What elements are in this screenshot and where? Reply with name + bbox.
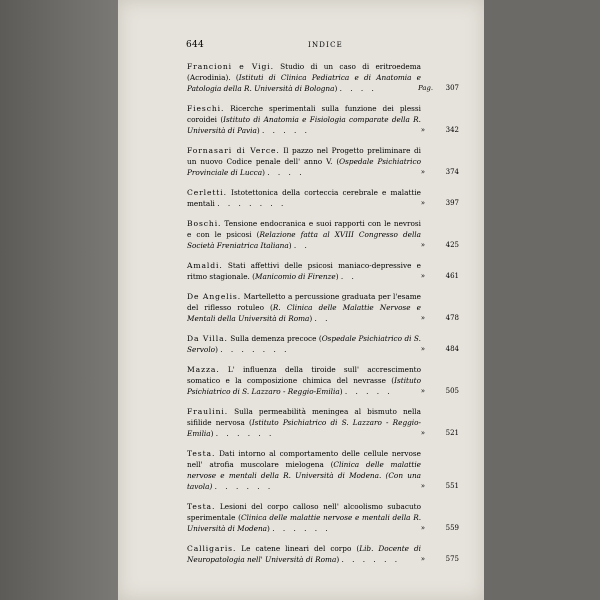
entry-author: Boschi. — [187, 219, 222, 228]
entry-author: Francioni e Vigi. — [187, 62, 274, 71]
entry-source: Ospedale Psichiatrico di S. Servolo — [187, 334, 421, 354]
entry-title: Lesioni del corpo calloso nell' alcoolismo subacuto sperimentale ( — [187, 502, 421, 522]
entry-page-prefix: » — [420, 429, 425, 437]
entry-source: Istituto di Anatomia e Fisiologia comparate della R. Università di Pavia — [187, 115, 421, 135]
entry-author: Calligaris. — [187, 544, 237, 553]
entry-author: Amaldi. — [187, 261, 223, 270]
entry-title: Il pazzo nel Progetto preliminare di un nuovo Codice penale dell' anno V. ( — [187, 146, 421, 166]
entry-title: Stati affettivi delle psicosi maniaco-depressive e ritmo stagionale. ( — [187, 261, 421, 281]
index-entry: Francioni e Vigi. Studio di un caso di eritroedema (Acrodinia). (Istituti di Clinica Pediatrica e di Anatomia e Patologia della R. Università di Bologna) . . . . Pag. 307 — [187, 62, 459, 93]
entry-page: 559 — [445, 524, 459, 532]
entry-page: 397 — [445, 199, 459, 207]
entry-source: Istituto Psichiatrico di S. Lazzaro - Reggio-Emilia — [187, 418, 421, 438]
entry-author: Fieschi. — [187, 104, 225, 113]
entry-author: Mazza. — [187, 365, 220, 374]
entry-author: De Angelis. — [187, 292, 242, 301]
entry-title: L' influenza della tiroide sull' accrescimento somatico e la composizione chimica del nevrasse ( — [187, 365, 421, 385]
scan-background — [0, 0, 118, 600]
entry-title: Studio di un caso di eritroedema (Acrodinia). ( — [187, 62, 421, 82]
index-entry: Cerletti. Istotettonica della corteccia cerebrale e malattie mentali . . . . . . . » 397 — [187, 188, 459, 208]
entry-page-prefix: » — [420, 241, 425, 249]
entry-title: Ricerche sperimentali sulla funzione dei plessi coroidei ( — [187, 104, 421, 124]
entry-title: Sulla demenza precoce ( — [227, 334, 322, 343]
index-entry: Da Villa. Sulla demenza precoce (Ospedale Psichiatrico di S. Servolo) . . . . . . . » 484 — [187, 334, 459, 354]
entry-title: Martelletto a percussione graduata per l'esame del riflesso rotuleo ( — [187, 292, 421, 312]
index-entry: Amaldi. Stati affettivi delle psicosi maniaco-depressive e ritmo stagionale. (Manicomio di Firenze) . . » 461 — [187, 261, 459, 281]
entry-title: Istotettonica della corteccia cerebrale e malattie mentali — [187, 188, 421, 208]
entry-page: 307 — [445, 84, 459, 92]
entry-page-prefix: » — [420, 314, 425, 322]
entry-title: Le catene lineari del corpo ( — [236, 544, 360, 553]
entry-page: 478 — [445, 314, 459, 322]
entry-page-prefix: » — [420, 524, 425, 532]
entry-page-prefix: » — [420, 272, 425, 280]
entry-page: 374 — [445, 168, 459, 176]
entry-page: 484 — [445, 345, 459, 353]
entry-source: Istituti di Clinica Pediatrica e di Anatomia e Patologia della R. Università di Bologna — [187, 73, 421, 93]
entry-author: Fornasari di Verce. — [187, 146, 280, 155]
entry-author: Testa. — [187, 502, 216, 511]
index-entry: Boschi. Tensione endocranica e suoi rapporti con le nevrosi e con le psicosi (Relazione fatta al XVIII Congresso della Società Freniatrica Italiana) . . » 425 — [187, 219, 459, 250]
entry-page-prefix: » — [420, 387, 425, 395]
entry-page-prefix: » — [420, 555, 425, 563]
index-entry: Testa. Lesioni del corpo calloso nell' alcoolismo subacuto sperimentale (Clinica delle malattie nervose e mentali della R. Università di Modena) . . . . . . » 559 — [187, 502, 459, 533]
entry-author: Fraulini. — [187, 407, 229, 416]
index-entry: De Angelis. Martelletto a percussione graduata per l'esame del riflesso rotuleo (R. Clinica delle Malattie Nervose e Mentali della Università di Roma) . . » 478 — [187, 292, 459, 323]
entry-page-prefix: » — [420, 168, 425, 176]
index-entry: Fieschi. Ricerche sperimentali sulla funzione dei plessi coroidei (Istituto di Anatomia e Fisiologia comparate della R. Università di Pavia) . . . . . » 342 — [187, 104, 459, 135]
entry-page: 505 — [445, 387, 459, 395]
entry-page: 575 — [445, 555, 459, 563]
running-title: INDICE — [308, 41, 343, 49]
entry-title: Dati intorno al comportamento delle cellule nervose nell' atrofia muscolare mielogena ( — [187, 449, 421, 469]
entry-author: Da Villa. — [187, 334, 228, 343]
entry-page-prefix: » — [420, 126, 425, 134]
index-entries — [187, 61, 459, 574]
entry-page: 425 — [445, 241, 459, 249]
index-entry: Testa. Dati intorno al comportamento delle cellule nervose nell' atrofia muscolare mielogena (Clinica delle malattie nervose e mentali della R. Università di Modena. (Con una tavola) . . . . . . » 551 — [187, 449, 459, 491]
index-entry: Fraulini. Sulla permeabilità meningea al bismuto nella sifilide nervosa (Istituto Psichiatrico di S. Lazzaro - Reggio-Emilia) . . . . . . » 521 — [187, 407, 459, 438]
entry-source: Ospedale Psichiatrico Provinciale di Lucca — [187, 157, 421, 177]
entry-page-prefix: » — [420, 482, 425, 490]
entry-source: R. Clinica delle Malattie Nervose e Mentali della Università di Roma — [187, 303, 422, 323]
entry-page-prefix: Pag. — [418, 84, 433, 92]
index-entry: Calligaris. Le catene lineari del corpo (Lib. Docente di Neuropatologia nell' Università di Roma) . . . . . . » 575 — [187, 544, 459, 564]
entry-title: Tensione endocranica e suoi rapporti con le nevrosi e con le psicosi ( — [187, 219, 421, 239]
index-entry: Mazza. L' influenza della tiroide sull' accrescimento somatico e la composizione chimica del nevrasse (Istituto Psichiatrico di S. Lazzaro - Reggio-Emilia) . . . . . » 505 — [187, 365, 459, 396]
entry-page-prefix: » — [420, 199, 425, 207]
entry-source: Istituto Psichiatrico di S. Lazzaro - Reggio-Emilia — [187, 376, 421, 396]
entry-page-prefix: » — [420, 345, 425, 353]
entry-page: 521 — [445, 429, 459, 437]
entry-author: Testa. — [187, 449, 216, 458]
entry-title: Sulla permeabilità meningea al bismuto nella sifilide nervosa ( — [187, 407, 421, 427]
entry-source: Clinica delle malattie nervose e mentali della R. Università di Modena. (Con una tavola) — [187, 460, 421, 491]
entry-author: Cerletti. — [187, 188, 227, 197]
entry-page: 461 — [445, 272, 459, 280]
page-number: 644 — [186, 40, 205, 50]
entry-page: 342 — [445, 126, 459, 134]
entry-source: Relazione fatta al XVIII Congresso della Società Freniatrica Italiana — [187, 230, 421, 250]
entry-page: 551 — [445, 482, 459, 490]
entry-source: Clinica delle malattie nervose e mentali della R. Università di Modena — [187, 513, 422, 533]
entry-source: Manicomio di Firenze — [255, 272, 336, 281]
entry-source: Lib. Docente di Neuropatologia nell' Università di Roma — [187, 544, 421, 564]
index-entry: Fornasari di Verce. Il pazzo nel Progetto preliminare di un nuovo Codice penale dell' anno V. (Ospedale Psichiatrico Provinciale di Lucca) . . . . » 374 — [187, 146, 459, 177]
